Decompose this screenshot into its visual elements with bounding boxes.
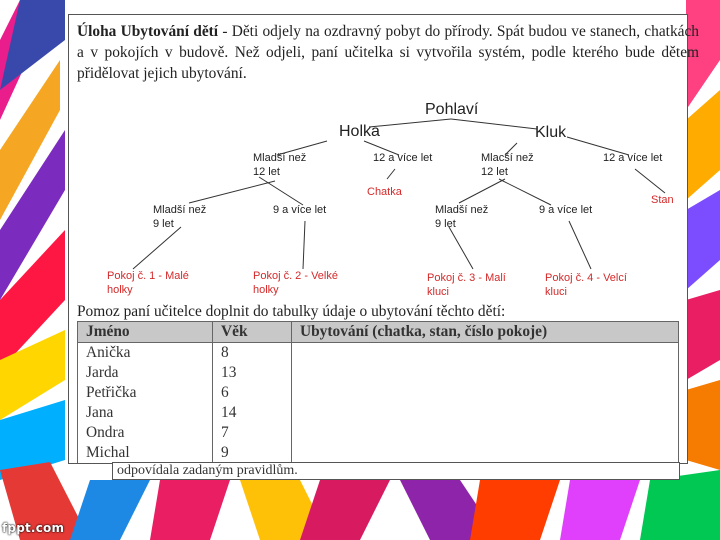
tree-boy-9plus: 9 a více let <box>539 204 593 216</box>
tree-girl-young: Mladší než 12 let <box>253 152 307 178</box>
intro-text: - Děti odjely na ozdravný pobyt do přírody. Spát budou ve stanech, chatkách a v pokojích v budově. Než odjeli, paní učitelka si vytvořila systém, podle kterého bude dětem přidělovat jejich ubytování. <box>77 23 699 82</box>
header-age: Věk <box>213 322 292 343</box>
tree-leaf-room2: Pokoj č. 2 - Velké holky <box>253 270 338 296</box>
cell-age: 7 <box>213 423 292 443</box>
cell-accommodation[interactable] <box>292 423 679 443</box>
cell-accommodation[interactable] <box>292 363 679 383</box>
tree-leaf-room3: Pokoj č. 3 - Malí kluci <box>427 272 506 298</box>
tree-boy-under9: Mladší než 9 let <box>435 204 489 230</box>
cell-name: Jana <box>78 403 213 423</box>
header-accommodation: Ubytování (chatka, stan, číslo pokoje) <box>292 322 679 343</box>
tree-root: Pohlaví <box>425 101 479 118</box>
tree-girl-under9: Mladší než 9 let <box>153 204 207 230</box>
tree-leaf-chatka: Chatka <box>367 186 402 198</box>
cell-age: 8 <box>213 343 292 364</box>
table-row <box>78 343 679 364</box>
table-row <box>78 363 679 383</box>
cell-name: Petřička <box>78 383 213 403</box>
tree-girl-9plus: 9 a více let <box>273 204 327 216</box>
cell-name: Michal <box>78 443 213 463</box>
cell-accommodation[interactable] <box>292 343 679 364</box>
table-row <box>78 443 679 463</box>
tree-leaf-stan: Stan <box>651 194 674 206</box>
fppt-logo: fppt.com <box>2 521 65 535</box>
cell-name: Jarda <box>78 363 213 383</box>
tree-leaf-room1: Pokoj č. 1 - Malé holky <box>107 270 189 296</box>
worksheet-page <box>68 14 699 464</box>
tree-boy: Kluk <box>535 124 567 141</box>
tree-girl: Holka <box>339 123 380 140</box>
table-row <box>78 423 679 443</box>
task-instruction: Pomoz paní učitelce doplnit do tabulky údaje o ubytování těchto dětí: <box>77 303 506 320</box>
cell-accommodation[interactable] <box>292 403 679 423</box>
table-row <box>78 383 679 403</box>
table-row <box>78 403 679 423</box>
tree-leaf-room4: Pokoj č. 4 - Velcí kluci <box>545 272 627 298</box>
cell-name: Anička <box>78 343 213 364</box>
tree-boy-young: Mlacší než 12 let <box>481 152 534 178</box>
cell-age: 13 <box>213 363 292 383</box>
cell-accommodation[interactable] <box>292 443 679 463</box>
footnote-strip: odpovídala zadaným pravidlům. <box>112 462 680 480</box>
cell-name: Ondra <box>78 423 213 443</box>
table-header-row <box>78 322 679 343</box>
cell-age: 6 <box>213 383 292 403</box>
cell-accommodation[interactable] <box>292 383 679 403</box>
header-name: Jméno <box>78 322 213 343</box>
tree-girl-old: 12 a více let <box>373 152 433 164</box>
task-title: Úloha Ubytování dětí <box>77 23 219 40</box>
cell-age: 14 <box>213 403 292 423</box>
tree-boy-old: 12 a více let <box>603 152 663 164</box>
cell-age: 9 <box>213 443 292 463</box>
accommodation-table <box>77 321 679 463</box>
